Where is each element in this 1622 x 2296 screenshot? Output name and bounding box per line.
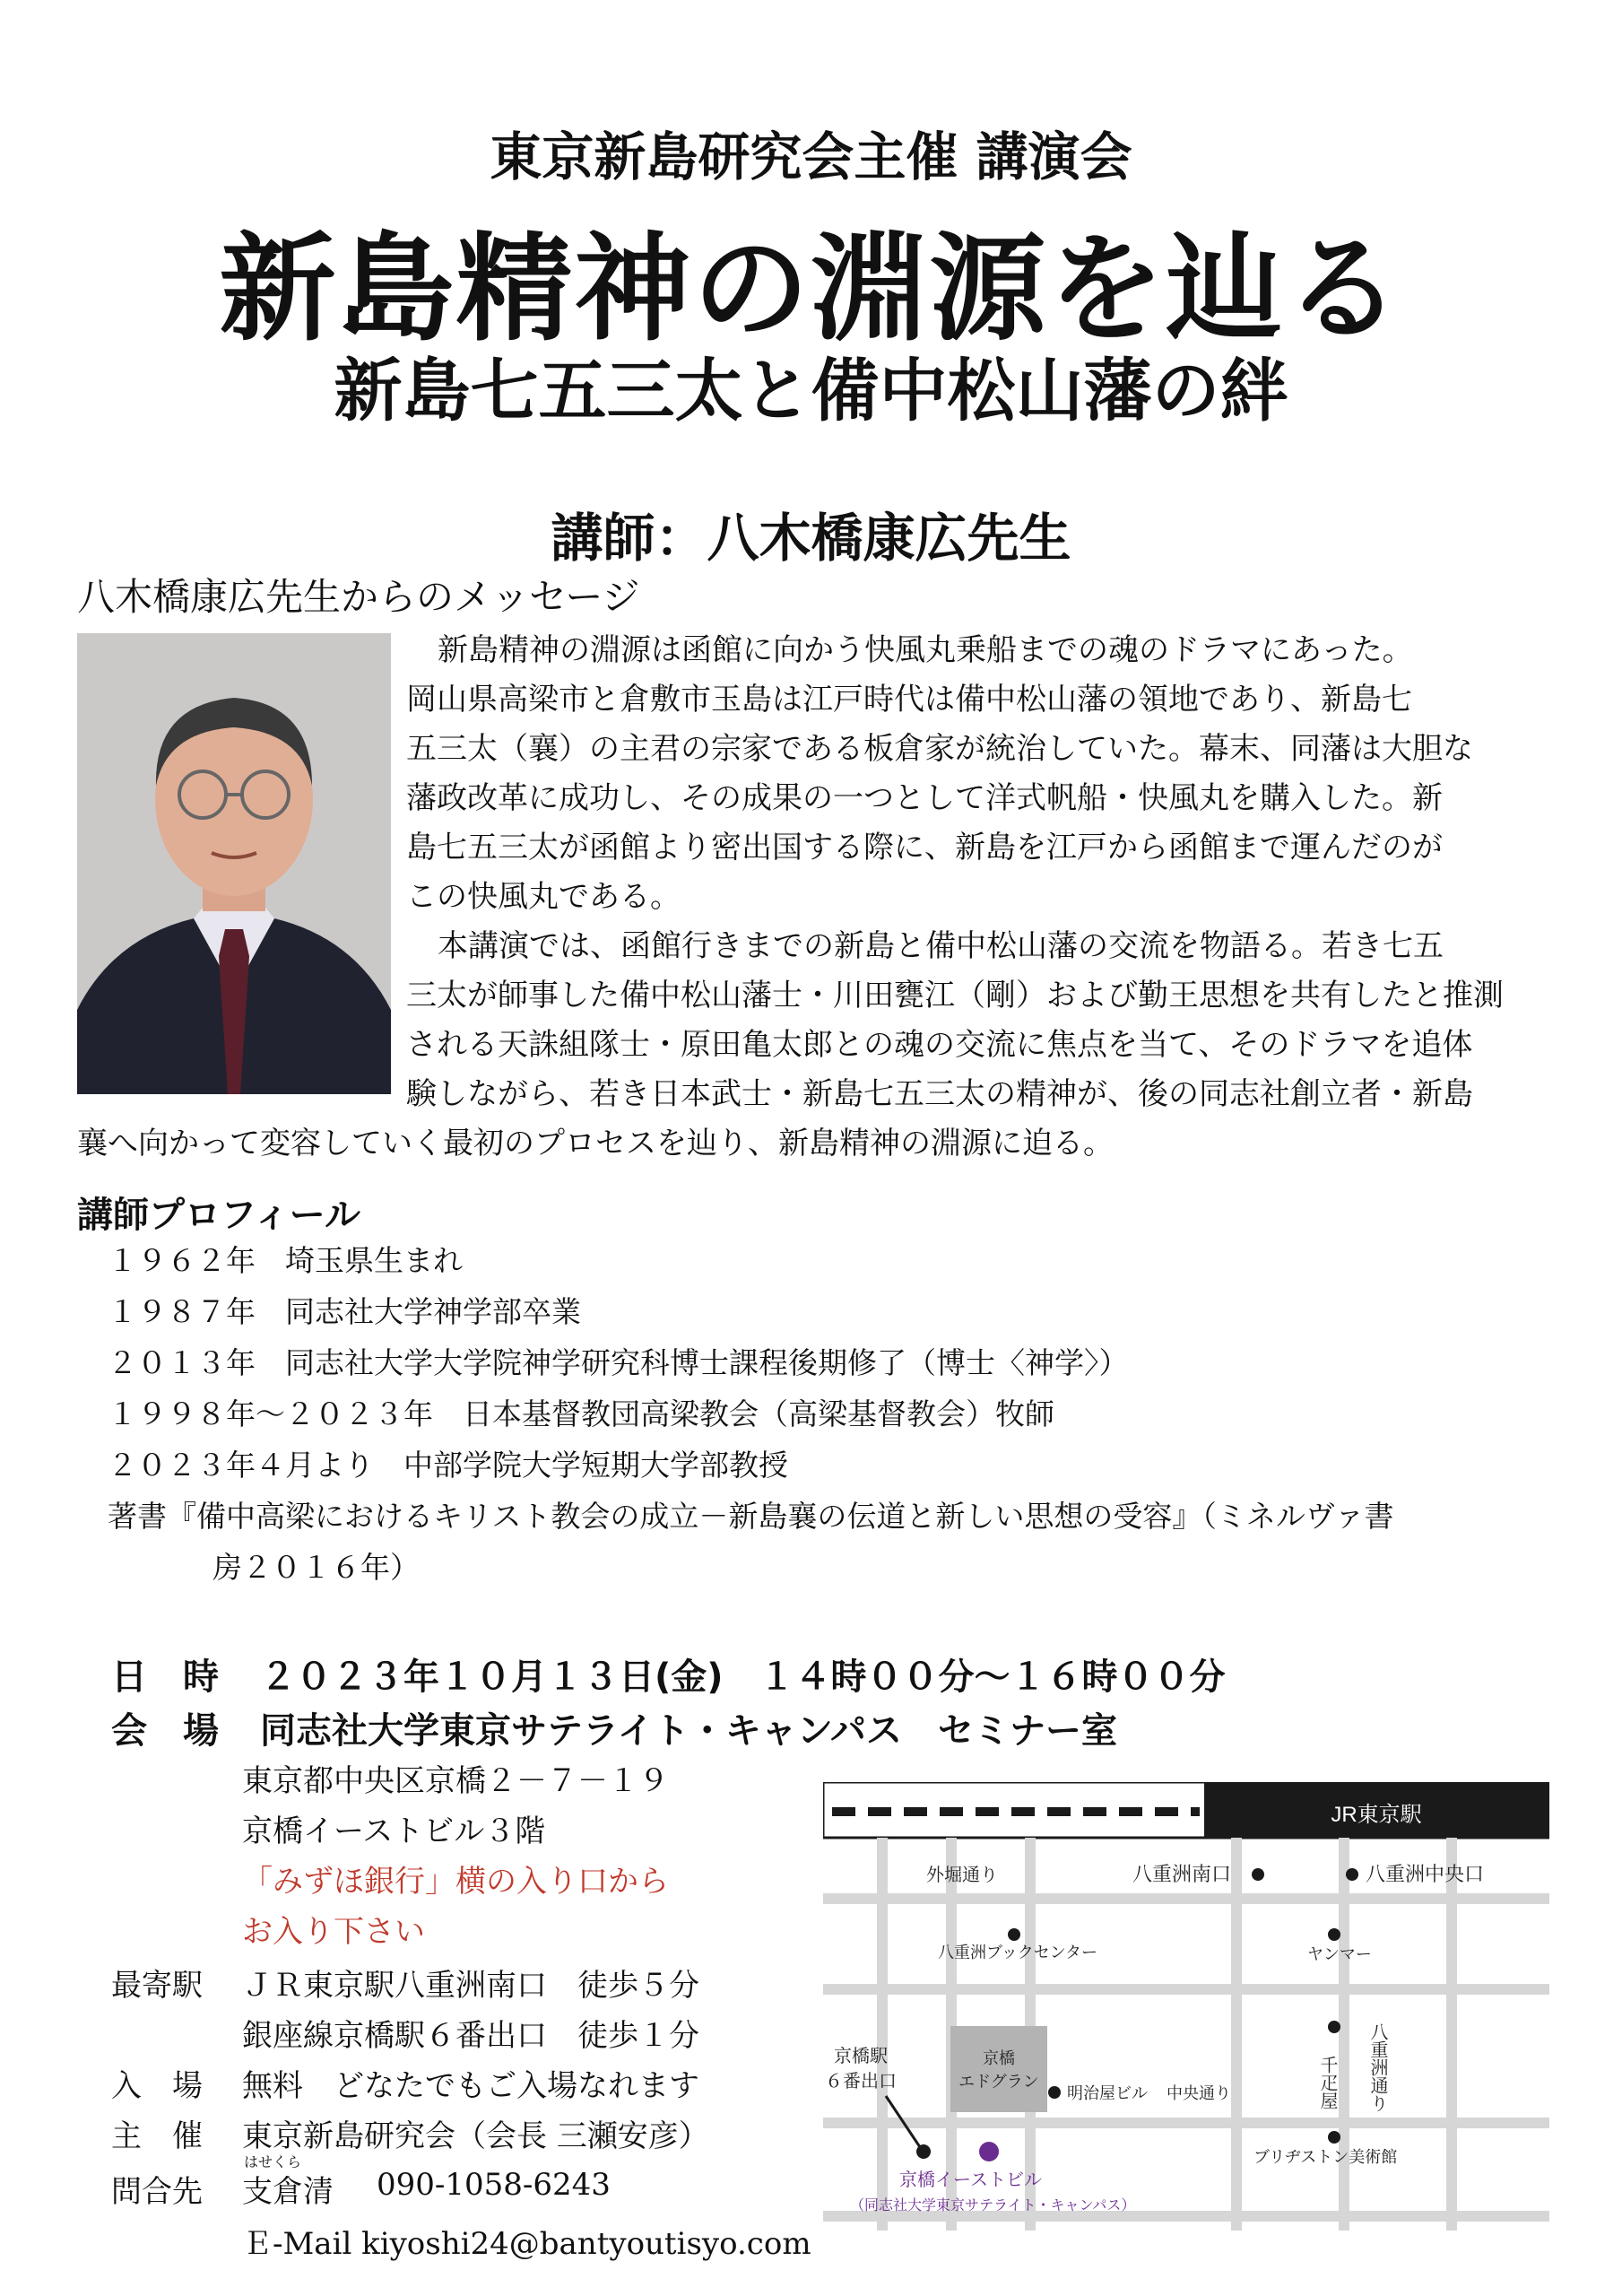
profile-line: １９８７年 同志社大学神学部卒業 xyxy=(108,1294,581,1329)
senbikiya-label xyxy=(1317,2056,1338,2109)
edogran-label: 京橋 xyxy=(983,2049,1015,2067)
station-line: 銀座線京橋駅６番出口 徒歩１分 xyxy=(242,2018,699,2054)
page-title: 新島精神の淵源を辿る xyxy=(219,221,1403,357)
access-map xyxy=(823,1782,1549,2234)
edogran-block xyxy=(950,2026,1047,2112)
east-building-label: 京橋イーストビル xyxy=(899,2170,1042,2190)
road-horizontal xyxy=(823,1984,1549,1995)
message-line: 本講演では、函館行きまでの新島と備中松山藩の交流を物語る。若き七五 xyxy=(438,928,1444,964)
message-line: 験しながら、若き日本武士・新島七五三太の精神が、後の同志社創立者・新島 xyxy=(406,1076,1473,1112)
exit-6-marker xyxy=(916,2144,931,2159)
road-vertical xyxy=(1446,1838,1457,2231)
road-horizontal xyxy=(823,2118,1549,2128)
message-line: この快風丸である。 xyxy=(406,879,681,915)
host-label: 主 催 xyxy=(111,2118,203,2154)
senbikiya-text: 千疋屋 xyxy=(1317,2056,1337,2109)
exit-6-label: ６番出口 xyxy=(825,2072,897,2092)
message-line: 三太が師事した備中松山藩士・川田甕江（剛）および勤王思想を共有したと推測 xyxy=(406,978,1504,1013)
road-vertical xyxy=(1339,1838,1349,2231)
profile-line: 著書『備中高梁におけるキリスト教会の成立－新島襄の伝道と新しい思想の受容』（ミネルヴァ書 xyxy=(108,1499,1394,1534)
jr-station-label: JR東京駅 xyxy=(1331,1803,1422,1827)
road-sotobori xyxy=(823,1893,1549,1904)
address-line: 東京都中央区京橋２－７－１９ xyxy=(242,1763,669,1799)
yaesu-dori-text: 八重洲通り xyxy=(1367,2022,1387,2112)
sotobori-label: 外堀通り xyxy=(926,1866,998,1885)
profile-line: １９９８年～２０２３年 日本基督教団高梁教会（高梁基督教会）牧師 xyxy=(108,1396,1054,1431)
address-line: 京橋イーストビル３階 xyxy=(242,1813,546,1849)
senbikiya-marker xyxy=(1328,2021,1340,2033)
road-vertical xyxy=(1231,1838,1242,2231)
station-label: 最寄駅 xyxy=(111,1968,203,2004)
contact-label: 問合先 xyxy=(111,2174,203,2210)
date-label: 日 時 xyxy=(111,1657,219,1698)
profile-line: １９６２年 埼玉県生まれ xyxy=(108,1243,463,1278)
host-value: 東京新島研究会（会長 三瀬安彦） xyxy=(242,2118,709,2154)
profile-line: 房２０１６年） xyxy=(213,1550,420,1585)
lecturer-photo xyxy=(77,633,391,1094)
contact-name: 支倉清 xyxy=(242,2174,334,2210)
station-line: ＪＲ東京駅八重洲南口 徒歩５分 xyxy=(242,1968,699,2004)
profile-heading: 講師プロフィール xyxy=(77,1195,360,1236)
message-line: 岡山県高梁市と倉敷市玉島は江戸時代は備中松山藩の領地であり、新島七 xyxy=(406,682,1412,718)
yaesu-dori-label xyxy=(1367,2022,1388,2112)
bridgestone-marker xyxy=(1328,2131,1340,2144)
meijiya-label: 明治屋ビル xyxy=(1067,2084,1148,2102)
edogran-label: エドグラン xyxy=(958,2073,1039,2091)
admission-label: 入 場 xyxy=(111,2068,203,2104)
book-center-label: 八重洲ブックセンター xyxy=(938,1944,1098,1961)
message-line: 五三太（襄）の主君の宗家である板倉家が統治していた。幕末、同藩は大胆な xyxy=(406,731,1473,767)
book-center-marker xyxy=(1008,1928,1020,1941)
message-line: 襄へ向かって変容していく最初のプロセスを辿り、新島精神の淵源に迫る。 xyxy=(77,1126,1114,1161)
date-value: ２０２３年１０月１３日(金) １４時００分～１６時００分 xyxy=(260,1657,1226,1698)
venue-value: 同志社大学東京サテライト・キャンパス セミナー室 xyxy=(260,1710,1117,1752)
east-building-marker xyxy=(979,2142,999,2161)
portrait-illustration xyxy=(77,633,391,1094)
message-line: 島七五三太が函館より密出国する際に、新島を江戸から函館まで運んだのが xyxy=(406,830,1443,865)
meijiya-marker xyxy=(1048,2086,1061,2099)
yaesu-south-marker xyxy=(1252,1868,1264,1881)
chuo-dori-label: 中央通り xyxy=(1167,2084,1231,2102)
contact-email: Ｅ-Mail kiyoshi24@bantyoutisyo.com xyxy=(242,2226,811,2262)
message-line: 藩政改革に成功し、その成果の一つとして洋式帆船・快風丸を購入した。新 xyxy=(406,780,1443,816)
yaesu-south-label: 八重洲南口 xyxy=(1132,1863,1232,1885)
road-vertical xyxy=(877,1838,888,2231)
admission-value: 無料 どなたでもご入場なれます xyxy=(242,2068,699,2104)
profile-line: ２０２３年４月より 中部学院大学短期大学部教授 xyxy=(108,1448,788,1483)
entrance-note: 「みずほ銀行」横の入り口から xyxy=(242,1864,669,1900)
yanmar-marker xyxy=(1328,1928,1340,1941)
kyobashi-station-label: 京橋駅 xyxy=(834,2047,888,2066)
venue-label: 会 場 xyxy=(111,1710,219,1752)
access-map-svg xyxy=(823,1782,1549,2231)
page-subtitle: 新島七五三太と備中松山藩の絆 xyxy=(334,351,1288,430)
organizer-line: 東京新島研究会主催 講演会 xyxy=(490,126,1132,187)
message-line: される天誅組隊士・原田亀太郎との魂の交流に焦点を当て、そのドラマを追体 xyxy=(406,1027,1473,1063)
contact-ruby: はせくら xyxy=(244,2153,302,2170)
bridgestone-label: ブリヂストン美術館 xyxy=(1253,2148,1398,2166)
contact-phone: 090-1058-6243 xyxy=(377,2167,611,2203)
yanmar-label: ヤンマー xyxy=(1307,1945,1372,1963)
message-heading: 八木橋康広先生からのメッセージ xyxy=(77,575,640,619)
message-line: 新島精神の淵源は函館に向かう快風丸乗船までの魂のドラマにあった。 xyxy=(438,632,1413,668)
profile-line: ２０１３年 同志社大学大学院神学研究科博士課程後期修了（博士〈神学〉） xyxy=(108,1345,1129,1380)
entrance-note: お入り下さい xyxy=(242,1914,425,1950)
east-building-sub-label: （同志社大学東京サテライト・キャンパス） xyxy=(850,2198,1136,2213)
yaesu-central-marker xyxy=(1346,1868,1358,1881)
yaesu-central-label: 八重洲中央口 xyxy=(1366,1863,1485,1885)
lecturer-line: 講師：八木橋康広先生 xyxy=(551,508,1071,569)
